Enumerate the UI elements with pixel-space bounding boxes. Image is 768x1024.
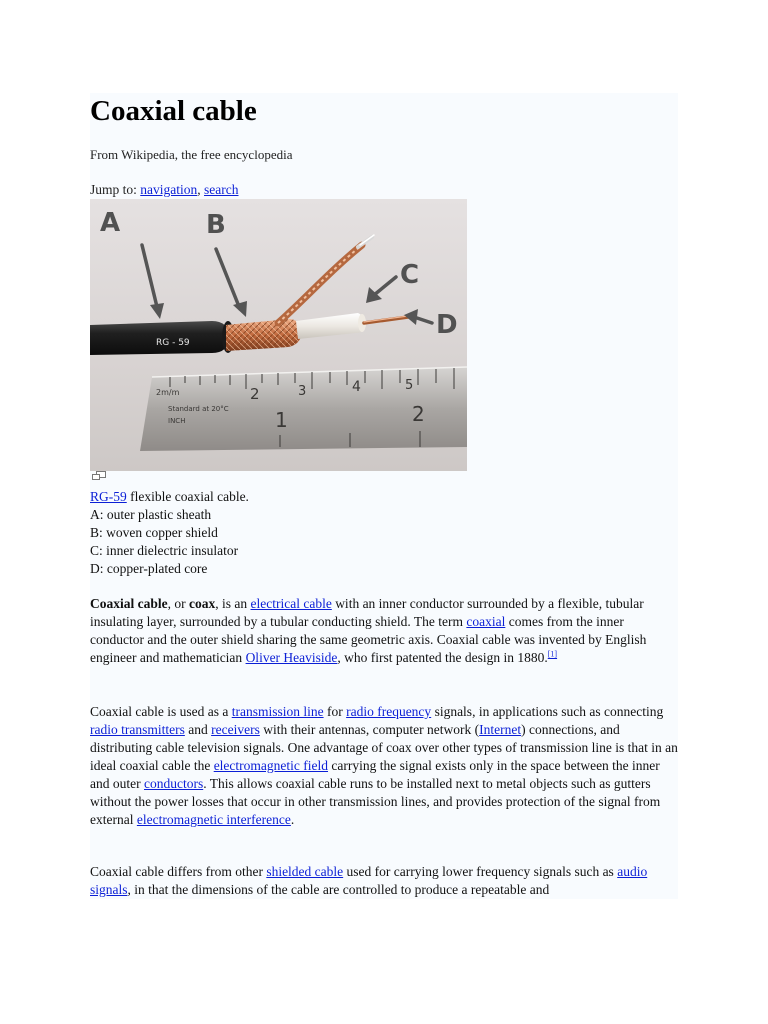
- text-run: , or: [167, 596, 189, 611]
- label-a: A: [100, 208, 121, 238]
- text-run: .: [290, 812, 295, 827]
- intro-paragraph: [90, 595, 678, 667]
- article-page: [90, 93, 678, 899]
- steel-ruler: [140, 367, 467, 451]
- coaxial-link[interactable]: coaxial: [466, 614, 506, 629]
- svg-text:3: 3: [298, 384, 307, 399]
- coaxial-cable-photo[interactable]: [90, 199, 467, 471]
- oliver-heaviside-link[interactable]: Oliver Heaviside: [245, 650, 338, 665]
- text-run: for: [323, 704, 347, 719]
- text-run: with an inner conductor surrounded by a flexible, tubular insulating layer, surrounded by a tubular conducting shield. The term: [90, 596, 644, 629]
- text-run: , who first patented the design in 1880.: [337, 650, 548, 665]
- internet-link[interactable]: Internet: [479, 722, 522, 737]
- electrical-cable-link[interactable]: electrical cable: [250, 596, 332, 611]
- cable-print-label: RG - 59: [156, 338, 190, 348]
- caption-line-2: A: outer plastic sheath: [90, 507, 212, 522]
- label-b: B: [206, 210, 226, 240]
- text-run: ) connections, and distributing cable television signals. One advantage of coax over other types of transmission line is that in an ideal coaxial cable the: [90, 722, 678, 773]
- label-d: D: [436, 310, 458, 340]
- figure-caption: [90, 488, 249, 578]
- caption-line-5: D: copper-plated core: [90, 561, 208, 576]
- audio-signals-link[interactable]: audio signals: [90, 864, 648, 897]
- electromagnetic-field-link[interactable]: electromagnetic field: [213, 758, 329, 773]
- rg59-link[interactable]: RG-59: [90, 489, 127, 504]
- jump-to-label: Jump to:: [90, 182, 141, 197]
- navigation-link[interactable]: navigation: [140, 182, 198, 197]
- text-run: , in that the dimensions of the cable are controlled to produce a repeatable and: [127, 882, 550, 897]
- receivers-link[interactable]: receivers: [211, 722, 260, 737]
- svg-text:2: 2: [250, 385, 260, 403]
- svg-text:2: 2: [412, 402, 425, 426]
- text-run: Coaxial cable is used as a: [90, 704, 232, 719]
- text-run: carrying the signal exists only in the space between the inner and outer: [90, 758, 660, 791]
- usage-paragraph: [90, 703, 678, 829]
- text-run: and: [184, 722, 212, 737]
- jump-to-bar: [90, 182, 239, 198]
- ruler-standard-label: Standard at 20°C: [168, 405, 229, 413]
- label-c: C: [400, 260, 420, 290]
- radio-transmitters-link[interactable]: radio transmitters: [90, 722, 185, 737]
- site-tagline: From Wikipedia, the free encyclopedia: [90, 147, 293, 162]
- text-run: used for carrying lower frequency signals such as: [343, 864, 618, 879]
- jump-separator: ,: [197, 182, 205, 197]
- transmission-line-link[interactable]: transmission line: [231, 704, 324, 719]
- caption-line-4: C: inner dielectric insulator: [90, 543, 239, 558]
- text-run: comes from the inner conductor and the outer shield sharing the same geometric axis. Coaxial cable was invented by English engineer and mathematician: [90, 614, 647, 665]
- radio-frequency-link[interactable]: radio frequency: [346, 704, 432, 719]
- ruler-mm-label: 2m/m: [156, 388, 180, 397]
- svg-text:1: 1: [275, 408, 288, 432]
- search-link[interactable]: search: [204, 182, 239, 197]
- differences-paragraph: [90, 863, 678, 899]
- text-run: , is an: [215, 596, 251, 611]
- caption-line-3: B: woven copper shield: [90, 525, 218, 540]
- bold-term-coaxial-cable: Coaxial cable: [90, 596, 168, 611]
- conductors-link[interactable]: conductors: [143, 776, 204, 791]
- text-run: Coaxial cable differs from other: [90, 864, 267, 879]
- electromagnetic-interference-link[interactable]: electromagnetic interference: [136, 812, 291, 827]
- magnify-clip-icon[interactable]: [92, 471, 106, 481]
- bold-term-coax: coax: [189, 596, 216, 611]
- text-run: . This allows coaxial cable runs to be installed next to metal objects such as gutters without the power losses that occur in other transmission lines, and provides protection of the signal from external: [90, 776, 661, 827]
- caption-line-1: [90, 488, 249, 506]
- page-title: Coaxial cable: [90, 95, 257, 127]
- text-run: with their antennas, computer network (: [259, 722, 480, 737]
- ruler-inch-label: INCH: [168, 417, 186, 425]
- svg-text:5: 5: [405, 378, 414, 393]
- reference-1-link[interactable]: [1]: [547, 649, 558, 659]
- svg-text:4: 4: [352, 379, 361, 395]
- caption-line-1-text: flexible coaxial cable.: [126, 489, 249, 504]
- shielded-cable-link[interactable]: shielded cable: [266, 864, 344, 879]
- text-run: signals, in applications such as connecting: [431, 704, 664, 719]
